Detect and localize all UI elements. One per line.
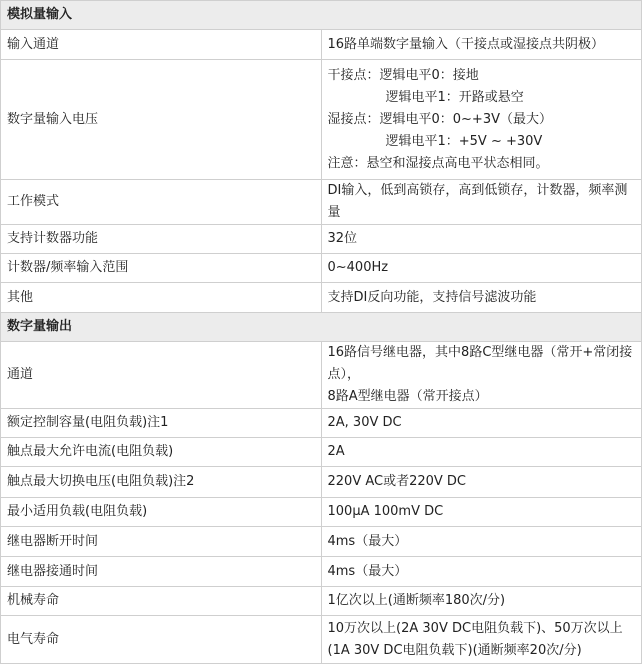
- table-row: [1, 557, 642, 587]
- table-row: [1, 616, 642, 664]
- row-value: 16路单端数字量输入（干接点或湿接点共阴极）: [321, 30, 642, 60]
- value-line: 湿接点：逻辑电平0：0~+3V（最大）: [327, 111, 552, 127]
- row-value: 支持DI反向功能，支持信号滤波功能: [321, 283, 642, 313]
- table-row: [1, 438, 642, 467]
- value-line: 8路A型继电器（常开接点）: [327, 389, 488, 404]
- row-label: 触点最大允许电流(电阻负载): [1, 438, 322, 467]
- row-label: 计数器/频率输入范围: [1, 254, 322, 283]
- value-line: 16路信号继电器，其中8路C型继电器（常开+常闭接点），: [327, 345, 633, 382]
- row-label: 输入通道: [1, 30, 322, 60]
- table-row: [1, 30, 642, 60]
- row-label: 触点最大切换电压(电阻负载)注2: [1, 467, 322, 498]
- table-row: [1, 467, 642, 498]
- value-line: 逻辑电平1：+5V ~ +30V: [385, 133, 543, 149]
- row-value: 32位: [321, 225, 642, 254]
- table-row: [1, 225, 642, 254]
- row-value: 0~400Hz: [321, 254, 642, 283]
- table-row: [1, 527, 642, 557]
- row-label: 额定控制容量(电阻负载)注1: [1, 409, 322, 438]
- row-value: 1亿次以上(通断频率180次/分): [321, 587, 642, 616]
- row-value: 100μA 100mV DC: [321, 498, 642, 527]
- row-label: 数字量输入电压: [1, 60, 322, 180]
- row-value: DI输入，低到高锁存，高到低锁存，计数器，频率测量: [321, 180, 642, 225]
- row-value: [321, 60, 642, 180]
- value-line: 注意：悬空和湿接点高电平状态相同。: [327, 155, 549, 171]
- row-label: 其他: [1, 283, 322, 313]
- section-header: [1, 313, 642, 342]
- row-value: 220V AC或者220V DC: [321, 467, 642, 498]
- row-value: 2A, 30V DC: [321, 409, 642, 438]
- value-line: (1A 30V DC电阻负载下)(通断频率20次/分): [327, 642, 582, 658]
- section-title: 数字量输出: [1, 313, 642, 342]
- table-row: [1, 60, 642, 180]
- row-label: 支持计数器功能: [1, 225, 322, 254]
- table-row: [1, 587, 642, 616]
- row-label: 通道: [1, 342, 322, 409]
- table-row: [1, 283, 642, 313]
- row-label: 工作模式: [1, 180, 322, 225]
- row-label: 最小适用负载(电阻负载): [1, 498, 322, 527]
- row-label: 电气寿命: [1, 616, 322, 664]
- table-row: [1, 342, 642, 409]
- row-value: 4ms（最大）: [321, 527, 642, 557]
- table-row: [1, 498, 642, 527]
- section-title: 模拟量输入: [1, 1, 642, 30]
- row-value: 4ms（最大）: [321, 557, 642, 587]
- row-value: [321, 616, 642, 664]
- row-label: 机械寿命: [1, 587, 322, 616]
- row-label: 继电器接通时间: [1, 557, 322, 587]
- value-line: 10万次以上(2A 30V DC电阻负载下)、50万次以上: [327, 620, 623, 636]
- value-line: 干接点：逻辑电平0：接地: [327, 67, 479, 83]
- table-row: [1, 180, 642, 225]
- value-line: 逻辑电平1：开路或悬空: [385, 89, 524, 105]
- table-row: [1, 254, 642, 283]
- table-row: [1, 409, 642, 438]
- row-value: 2A: [321, 438, 642, 467]
- row-label: 继电器断开时间: [1, 527, 322, 557]
- row-value: [321, 342, 642, 409]
- section-header: [1, 1, 642, 30]
